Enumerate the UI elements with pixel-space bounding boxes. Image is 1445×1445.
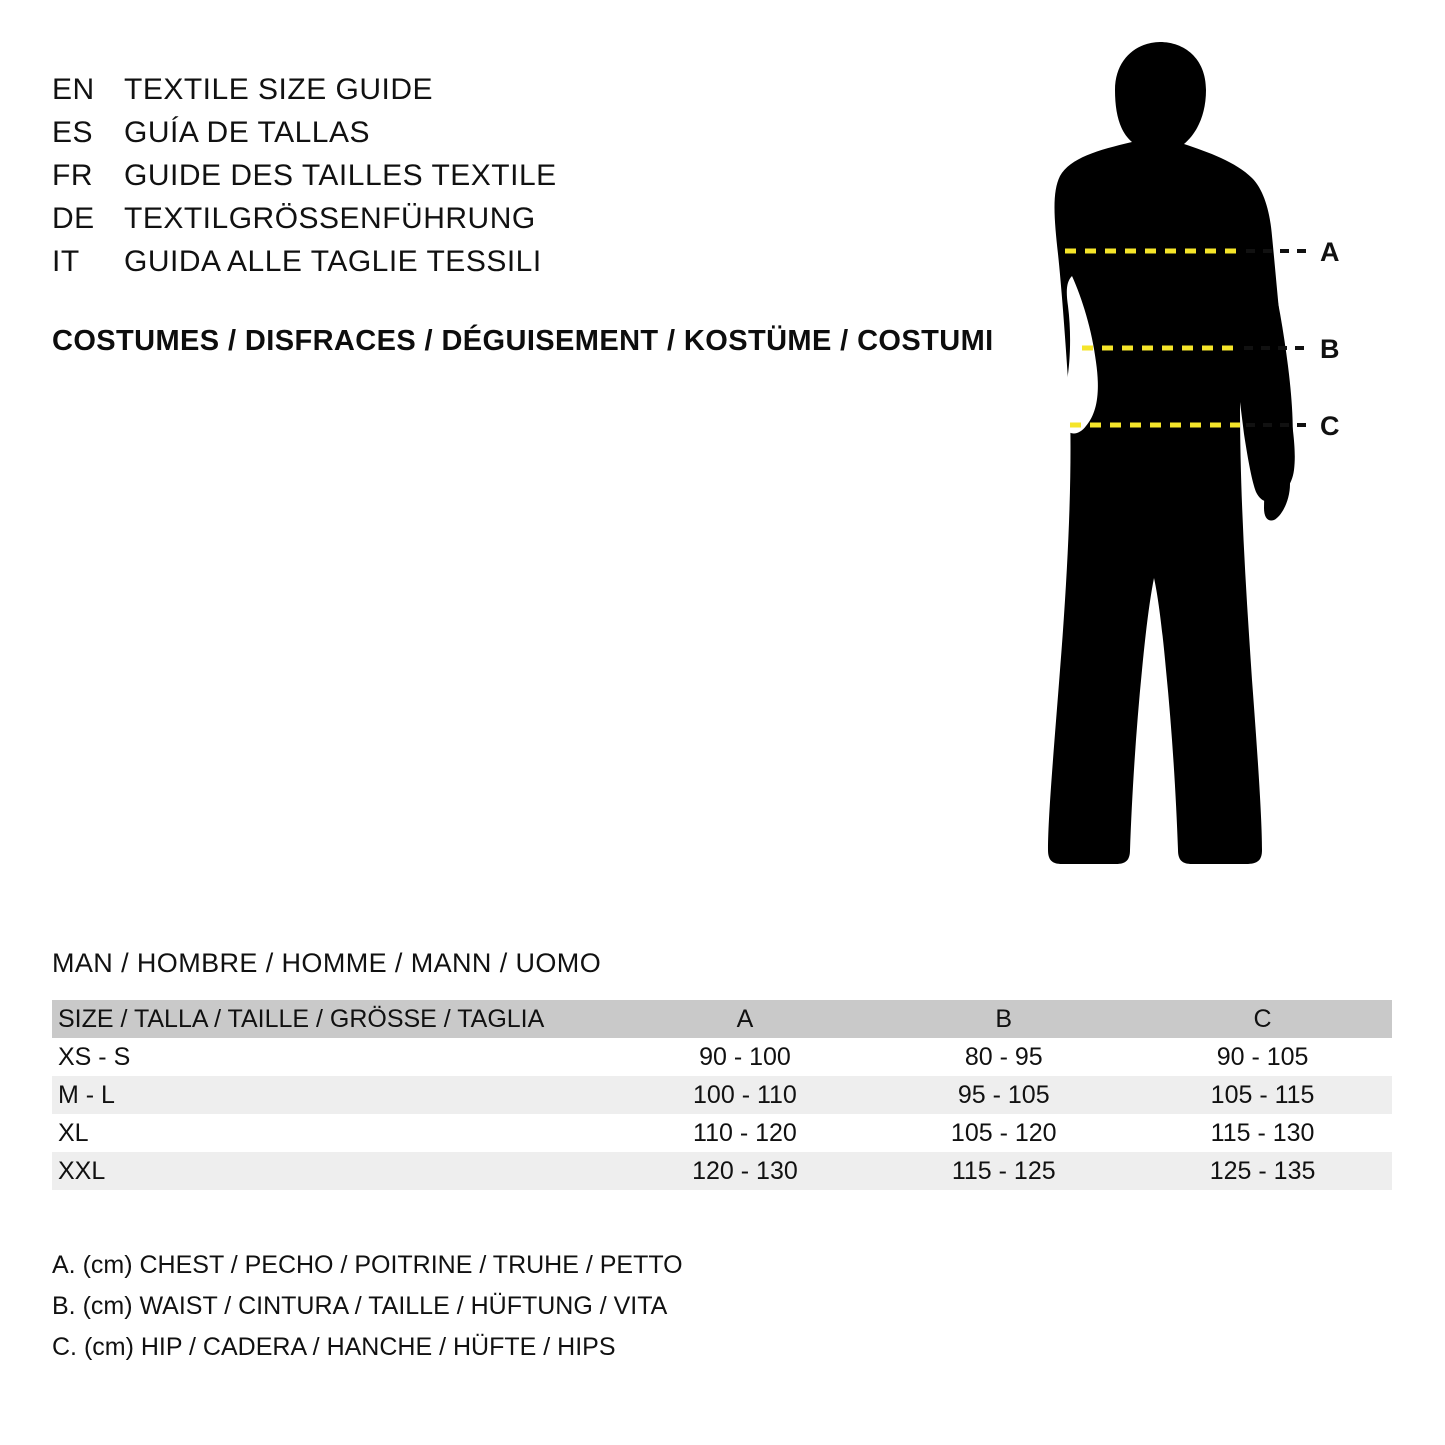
language-text-es: GUÍA DE TALLAS [124,116,370,149]
cell-b: 105 - 120 [950,1118,1057,1147]
column-header-a: A [736,1004,754,1033]
language-code-en: EN [52,73,95,106]
language-text-en: TEXTILE SIZE GUIDE [124,73,434,106]
marker-label-b: B [1320,334,1340,364]
size-table [52,1000,1392,1190]
cell-b: 80 - 95 [964,1042,1043,1071]
cell-c: 125 - 135 [1209,1156,1316,1185]
cell-a: 100 - 110 [693,1080,797,1109]
table-section-title: MAN / HOMBRE / HOMME / MANN / UOMO [52,948,602,978]
language-row-it [52,240,1012,283]
language-list [52,68,1012,283]
cell-a: 120 - 130 [692,1156,798,1185]
table-row [52,1152,1392,1190]
table-header [52,1000,1392,1038]
cell-size: XL [58,1118,89,1147]
language-row-en [52,68,1012,111]
cell-c: 105 - 115 [1210,1080,1315,1109]
table-body [52,1038,1392,1190]
language-row-es [52,111,1012,154]
cell-a: 90 - 100 [699,1042,791,1071]
language-text-it: GUIDA ALLE TAGLIE TESSILI [124,245,542,278]
cell-b: 115 - 125 [951,1156,1056,1185]
cell-c: 115 - 130 [1210,1118,1315,1147]
table-row [52,1076,1392,1114]
language-row-de [52,197,1012,240]
cell-size: XXL [58,1156,106,1185]
table-row [52,1038,1392,1076]
cell-size: M - L [58,1080,115,1109]
figure-illustration [960,30,1380,900]
legend-item-b: B. (cm) WAIST / CINTURA / TAILLE / HÜFTUNG / VITA [52,1292,668,1320]
column-header-size: SIZE / TALLA / TAILLE / GRÖSSE / TAGLIA [58,1004,545,1033]
language-code-fr: FR [52,159,93,192]
language-text-de: TEXTILGRÖSSENFÜHRUNG [124,202,536,235]
cell-a: 110 - 120 [693,1118,797,1147]
language-code-de: DE [52,202,95,235]
table-row [52,1114,1392,1152]
language-text-fr: GUIDE DES TAILLES TEXTILE [124,159,557,192]
cell-b: 95 - 105 [957,1080,1050,1109]
language-code-it: IT [52,245,80,278]
legend-item-a: A. (cm) CHEST / PECHO / POITRINE / TRUHE / PETTO [52,1251,683,1279]
marker-label-c: C [1320,411,1340,441]
costumes-subtitle: COSTUMES / DISFRACES / DÉGUISEMENT / KOSTÜME / COSTUMI [52,325,994,357]
language-code-es: ES [52,116,94,149]
marker-label-a: A [1320,237,1340,267]
column-header-c: C [1253,1004,1272,1033]
language-row-fr [52,154,1012,197]
table-header-row [52,1000,1392,1038]
measurement-legend [52,1245,683,1368]
cell-size: XS - S [58,1042,131,1071]
legend-item-c: C. (cm) HIP / CADERA / HANCHE / HÜFTE / HIPS [52,1333,616,1361]
silhouette-shape [1048,42,1295,864]
column-header-b: B [995,1004,1013,1033]
cell-c: 90 - 105 [1216,1042,1309,1071]
